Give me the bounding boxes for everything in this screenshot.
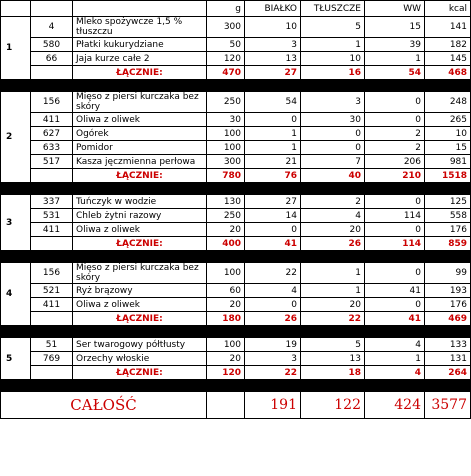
food-row: [1, 263, 471, 284]
food-code: 521: [31, 284, 73, 298]
food-protein: 14: [245, 209, 301, 223]
food-kcal: 176: [425, 223, 471, 237]
meal-total-row: [1, 237, 471, 251]
meal-number: 1: [1, 17, 31, 80]
meal-total-row: [1, 169, 471, 183]
total-protein: 41: [245, 237, 301, 251]
total-kcal: 859: [425, 237, 471, 251]
food-code: 627: [31, 127, 73, 141]
food-name: Ogórek: [73, 127, 207, 141]
total-kcal: 264: [425, 366, 471, 380]
food-grams: 50: [207, 38, 245, 52]
food-ww: 39: [365, 38, 425, 52]
food-ww: 0: [365, 263, 425, 284]
food-ww: 206: [365, 155, 425, 169]
food-row: [1, 52, 471, 66]
food-ww: 1: [365, 352, 425, 366]
food-fat: 20: [301, 298, 365, 312]
food-code: 66: [31, 52, 73, 66]
food-kcal: 133: [425, 338, 471, 352]
food-ww: 2: [365, 127, 425, 141]
food-protein: 54: [245, 92, 301, 113]
food-row: [1, 223, 471, 237]
total-label: ŁĄCZNIE:: [73, 312, 207, 326]
meal-total-row: [1, 366, 471, 380]
food-code: 156: [31, 92, 73, 113]
food-code: 580: [31, 38, 73, 52]
food-grams: 300: [207, 17, 245, 38]
food-fat: 4: [301, 209, 365, 223]
food-protein: 0: [245, 113, 301, 127]
food-name: Mięso z piersi kurczaka bez skóry: [73, 92, 207, 113]
food-kcal: 265: [425, 113, 471, 127]
header-cell-name: [73, 1, 207, 17]
meal-total-row: [1, 66, 471, 80]
header-cell-fat: TŁUSZCZE: [301, 1, 365, 17]
food-row: [1, 284, 471, 298]
food-grams: 300: [207, 155, 245, 169]
food-code: 4: [31, 17, 73, 38]
food-ww: 0: [365, 113, 425, 127]
total-blank: [31, 312, 73, 326]
total-protein: 76: [245, 169, 301, 183]
food-code: 156: [31, 263, 73, 284]
food-grams: 250: [207, 209, 245, 223]
food-code: 411: [31, 223, 73, 237]
total-fat: 16: [301, 66, 365, 80]
food-kcal: 15: [425, 141, 471, 155]
food-grams: 130: [207, 195, 245, 209]
food-protein: 3: [245, 352, 301, 366]
food-kcal: 99: [425, 263, 471, 284]
header-cell-code: [31, 1, 73, 17]
food-ww: 0: [365, 92, 425, 113]
total-ww: 4: [365, 366, 425, 380]
food-kcal: 145: [425, 52, 471, 66]
food-name: Płatki kukurydziane: [73, 38, 207, 52]
food-name: Chleb żytni razowy: [73, 209, 207, 223]
food-kcal: 981: [425, 155, 471, 169]
meal-number: 2: [1, 92, 31, 183]
food-kcal: 10: [425, 127, 471, 141]
food-code: 633: [31, 141, 73, 155]
food-code: 337: [31, 195, 73, 209]
separator-cell: [1, 80, 471, 92]
food-grams: 20: [207, 223, 245, 237]
food-row: [1, 17, 471, 38]
food-fat: 3: [301, 92, 365, 113]
grand-total-ww: 424: [365, 392, 425, 419]
food-name: Oliwa z oliwek: [73, 223, 207, 237]
food-protein: 3: [245, 38, 301, 52]
food-fat: 13: [301, 352, 365, 366]
food-row: [1, 155, 471, 169]
total-grams: 120: [207, 366, 245, 380]
food-kcal: 125: [425, 195, 471, 209]
section-separator: [1, 380, 471, 392]
food-name: Pomidor: [73, 141, 207, 155]
food-name: Oliwa z oliwek: [73, 113, 207, 127]
total-kcal: 1518: [425, 169, 471, 183]
food-row: [1, 38, 471, 52]
food-fat: 0: [301, 127, 365, 141]
food-kcal: 131: [425, 352, 471, 366]
food-code: 531: [31, 209, 73, 223]
food-protein: 27: [245, 195, 301, 209]
section-separator: [1, 80, 471, 92]
food-name: Ryż brązowy: [73, 284, 207, 298]
food-fat: 2: [301, 195, 365, 209]
food-row: [1, 141, 471, 155]
total-protein: 27: [245, 66, 301, 80]
meal-number: 5: [1, 338, 31, 380]
food-kcal: 193: [425, 284, 471, 298]
meal-number: 4: [1, 263, 31, 326]
header-cell-protein: BIAŁKO: [245, 1, 301, 17]
food-kcal: 248: [425, 92, 471, 113]
separator-cell: [1, 183, 471, 195]
total-grams: 780: [207, 169, 245, 183]
total-protein: 26: [245, 312, 301, 326]
total-ww: 41: [365, 312, 425, 326]
food-grams: 120: [207, 52, 245, 66]
total-grams: 400: [207, 237, 245, 251]
grand-total-grams: [207, 392, 245, 419]
food-name: Oliwa z oliwek: [73, 298, 207, 312]
food-code: 411: [31, 113, 73, 127]
food-fat: 10: [301, 52, 365, 66]
food-name: Tuńczyk w wodzie: [73, 195, 207, 209]
separator-cell: [1, 326, 471, 338]
food-ww: 0: [365, 223, 425, 237]
grand-total-fat: 122: [301, 392, 365, 419]
food-protein: 13: [245, 52, 301, 66]
food-fat: 1: [301, 284, 365, 298]
grand-total-kcal: 3577: [425, 392, 471, 419]
food-name: Kasza jęczmienna perłowa: [73, 155, 207, 169]
food-grams: 20: [207, 298, 245, 312]
total-kcal: 469: [425, 312, 471, 326]
food-grams: 100: [207, 127, 245, 141]
total-kcal: 468: [425, 66, 471, 80]
food-protein: 0: [245, 298, 301, 312]
food-row: [1, 209, 471, 223]
food-protein: 0: [245, 223, 301, 237]
total-fat: 22: [301, 312, 365, 326]
food-fat: 7: [301, 155, 365, 169]
total-ww: 210: [365, 169, 425, 183]
separator-cell: [1, 380, 471, 392]
total-grams: 180: [207, 312, 245, 326]
grand-total-row: [1, 392, 471, 419]
food-grams: 30: [207, 113, 245, 127]
food-name: Jaja kurze całe 2: [73, 52, 207, 66]
food-row: [1, 352, 471, 366]
food-ww: 2: [365, 141, 425, 155]
food-grams: 100: [207, 338, 245, 352]
food-ww: 114: [365, 209, 425, 223]
total-blank: [31, 169, 73, 183]
total-ww: 114: [365, 237, 425, 251]
food-row: [1, 113, 471, 127]
food-protein: 10: [245, 17, 301, 38]
total-fat: 26: [301, 237, 365, 251]
nutrition-table-body: [1, 1, 471, 419]
food-name: Orzechy włoskie: [73, 352, 207, 366]
meal-total-row: [1, 312, 471, 326]
separator-cell: [1, 251, 471, 263]
food-fat: 1: [301, 263, 365, 284]
food-protein: 1: [245, 141, 301, 155]
total-label: ŁĄCZNIE:: [73, 66, 207, 80]
food-grams: 250: [207, 92, 245, 113]
food-fat: 30: [301, 113, 365, 127]
header-cell-ww: WW: [365, 1, 425, 17]
food-ww: 41: [365, 284, 425, 298]
header-row: [1, 1, 471, 17]
food-kcal: 558: [425, 209, 471, 223]
food-kcal: 141: [425, 17, 471, 38]
total-ww: 54: [365, 66, 425, 80]
food-code: 411: [31, 298, 73, 312]
food-grams: 20: [207, 352, 245, 366]
total-blank: [31, 66, 73, 80]
food-name: Mleko spożywcze 1,5 % tłuszczu: [73, 17, 207, 38]
food-protein: 22: [245, 263, 301, 284]
food-code: 517: [31, 155, 73, 169]
food-row: [1, 92, 471, 113]
food-grams: 60: [207, 284, 245, 298]
food-ww: 4: [365, 338, 425, 352]
total-grams: 470: [207, 66, 245, 80]
food-row: [1, 127, 471, 141]
total-label: ŁĄCZNIE:: [73, 237, 207, 251]
food-fat: 5: [301, 338, 365, 352]
food-protein: 4: [245, 284, 301, 298]
food-fat: 5: [301, 17, 365, 38]
food-ww: 15: [365, 17, 425, 38]
food-code: 769: [31, 352, 73, 366]
food-name: Mięso z piersi kurczaka bez skóry: [73, 263, 207, 284]
food-fat: 20: [301, 223, 365, 237]
food-row: [1, 338, 471, 352]
food-name: Ser twarogowy półtłusty: [73, 338, 207, 352]
food-ww: 1: [365, 52, 425, 66]
food-protein: 21: [245, 155, 301, 169]
total-label: ŁĄCZNIE:: [73, 169, 207, 183]
total-protein: 22: [245, 366, 301, 380]
header-cell-grams: g: [207, 1, 245, 17]
food-ww: 0: [365, 195, 425, 209]
meal-number: 3: [1, 195, 31, 251]
food-protein: 19: [245, 338, 301, 352]
total-blank: [31, 366, 73, 380]
section-separator: [1, 183, 471, 195]
food-protein: 1: [245, 127, 301, 141]
food-kcal: 182: [425, 38, 471, 52]
section-separator: [1, 326, 471, 338]
grand-total-label: CAŁOŚĆ: [1, 392, 207, 419]
food-row: [1, 195, 471, 209]
total-blank: [31, 237, 73, 251]
food-kcal: 176: [425, 298, 471, 312]
total-label: ŁĄCZNIE:: [73, 366, 207, 380]
food-grams: 100: [207, 141, 245, 155]
grand-total-protein: 191: [245, 392, 301, 419]
total-fat: 18: [301, 366, 365, 380]
food-fat: 0: [301, 141, 365, 155]
food-grams: 100: [207, 263, 245, 284]
section-separator: [1, 251, 471, 263]
food-fat: 1: [301, 38, 365, 52]
food-ww: 0: [365, 298, 425, 312]
header-cell-kcal: kcal: [425, 1, 471, 17]
header-cell-number: [1, 1, 31, 17]
food-row: [1, 298, 471, 312]
total-fat: 40: [301, 169, 365, 183]
food-code: 51: [31, 338, 73, 352]
